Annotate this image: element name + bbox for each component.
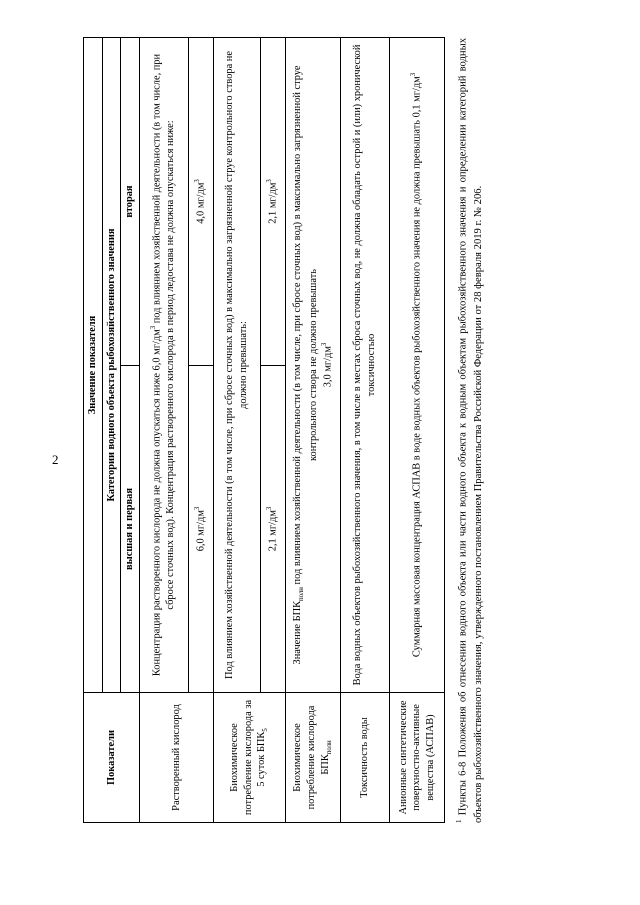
water-quality-table: [83, 37, 445, 823]
header-category: Категории водного объекта рыбохозяйственного значения: [102, 37, 121, 692]
footnote-marker: 1: [456, 819, 463, 823]
footnote-text: Пункты 6-8 Положения об отнесении водного объекта или части водного объекта к водным объектам рыбохозяйственного значения и определении категорий водных объектов рыбохозяйственного значения, утвержденного постановлением Правительства Российской Федерации от 28 февраля 2019 г. № 206.: [457, 38, 484, 823]
row-dissolved-oxygen-value-first: 6,0 $мг/дм^3$: [189, 366, 214, 693]
rotated-page-content: [0, 23, 540, 878]
row-bod-full-indicator: Биохимическое потребление кислорода $БПК_{полн}$: [286, 693, 341, 823]
row-bod5-text: Под влиянием хозяйственной деятельности (в том числе, при сбросе сточных вод) в максимально загрязненной струе контрольного створа не должно превышать:: [214, 37, 261, 692]
row-bod-full-value: 3,0 мг/дм: [322, 346, 334, 388]
row-dissolved-oxygen-value-second: 4,0 $мг/дм^3$: [189, 37, 214, 365]
header-values: Значение показателя: [84, 37, 103, 692]
page-number: 2: [52, 452, 59, 467]
footnote: [455, 38, 486, 823]
row-toxicity-indicator: Токсичность воды: [341, 693, 390, 823]
row-apav-text: Суммарная массовая концентрация АСПАВ в воде водных объектов рыбохозяйственного значения не должна превышать 0,1 $мг/дм^3$: [390, 37, 445, 692]
row-bod5-value-second: 2,1 $мг/дм^3$: [261, 37, 286, 365]
header-second: вторая: [121, 37, 140, 365]
header-indicators: Показатели: [84, 693, 140, 823]
header-higher-first: высшая и первая: [121, 366, 140, 693]
row-toxicity-text: Вода водных объектов рыбохозяйственного значения, в том числе в местах сброса сточных вод, не должна обладать острой и (или) хронической токсичностью: [341, 37, 390, 692]
row-bod5-value-first: 2,1 $мг/дм^3$: [261, 366, 286, 693]
row-apav-indicator: Анионные синтетические поверхностно-активные вещества (АСПАВ): [390, 693, 445, 823]
row-dissolved-oxygen-indicator: Растворенный кислород: [140, 693, 214, 823]
row-bod5-indicator: Биохимическое потребление кислорода за 5 суток $БПК_5$: [214, 693, 286, 823]
row-bod-full-text: Значение $БПК_{полн}$ под влиянием хозяйственной деятельности (в том числе, при сбросе сточных вод) в максимально загрязненной струе контрольного створа не должно превышать 3,0 $мг/дм^3$: [286, 37, 341, 692]
row-dissolved-oxygen-text: Концентрация растворенного кислорода не должна опускаться ниже 6,0 $мг/дм^3$ под влиянием хозяйственной деятельности (в том числе, при сбросе сточных вод). Концентрация растворенного кислорода в период ледостава не должна опускаться ниже:: [140, 37, 189, 692]
